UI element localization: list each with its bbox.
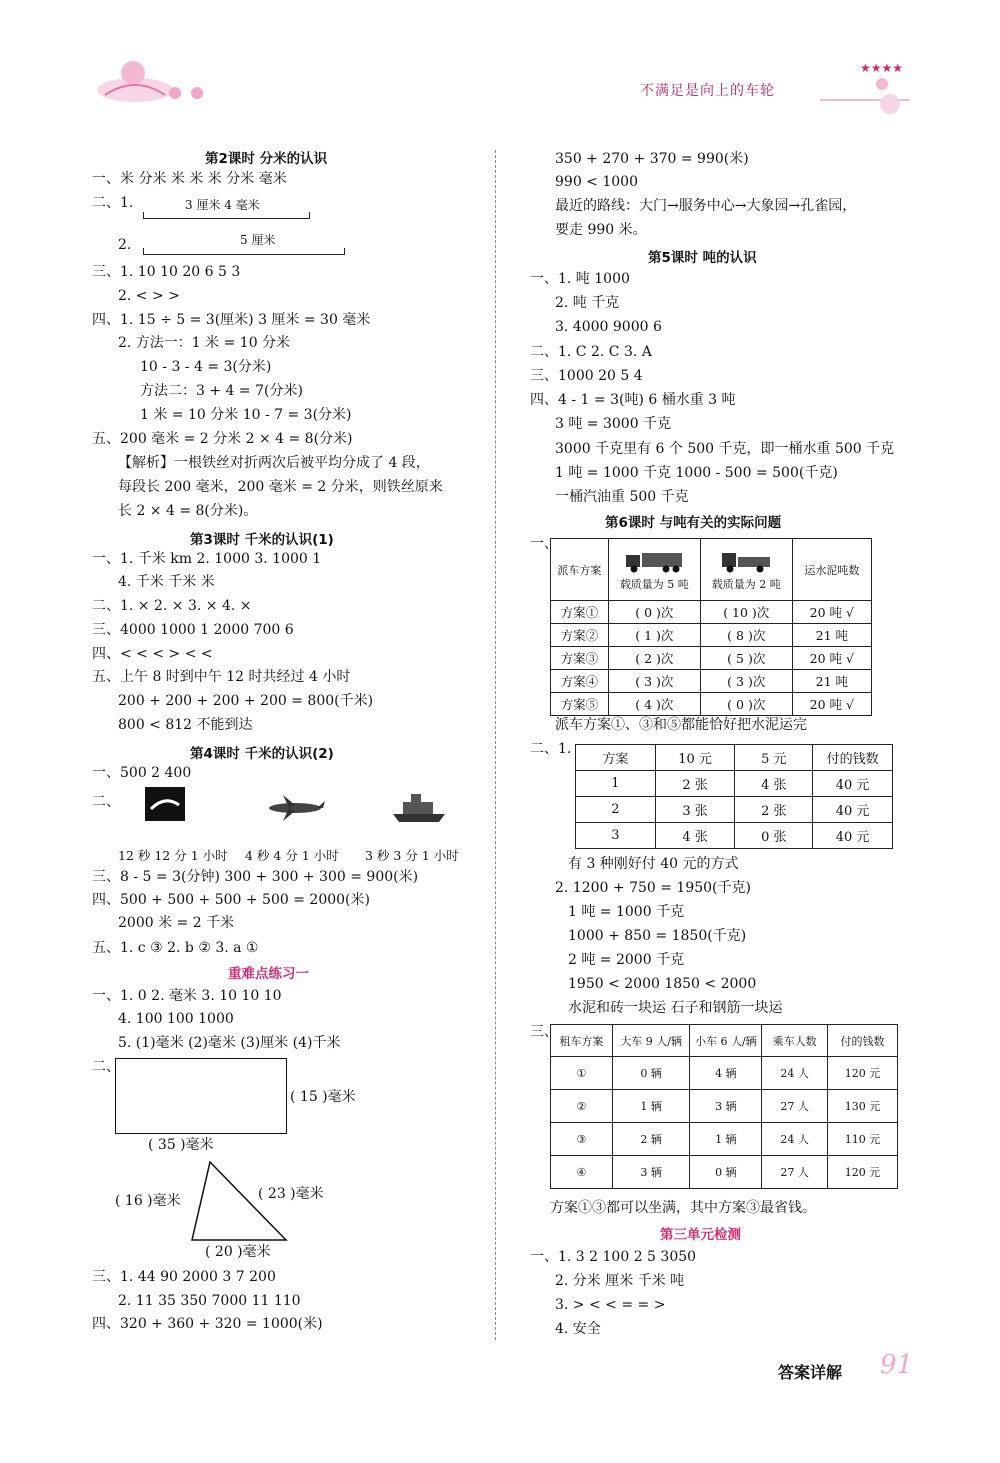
answer-line: 10 - 3 - 4 = 3(分米) — [140, 359, 272, 375]
table-header: 付的钱数 — [828, 1025, 898, 1057]
rectangle-figure — [115, 1058, 287, 1134]
answer-line: 三、1. 44 90 2000 3 7 200 — [92, 1269, 276, 1285]
table-cell: 1 辆 — [612, 1090, 690, 1123]
analysis-line: 每段长 200 毫米，200 毫米 = 2 分米，则铁丝原来 — [118, 479, 443, 495]
table-cell: 120 元 — [828, 1057, 898, 1090]
table-cell: 0 辆 — [612, 1057, 690, 1090]
svg-text:★★★★: ★★★★ — [860, 61, 904, 75]
ruler-line-1 — [143, 212, 310, 219]
answer-line: 3 吨 = 3000 千克 — [555, 416, 672, 432]
table-cell: 4 张 — [735, 771, 813, 797]
table-cell: 3 — [576, 823, 656, 849]
table-cell: 40 元 — [813, 797, 893, 823]
table-cell: ( 1 )次 — [608, 624, 700, 647]
table-cell: ( 10 )次 — [700, 601, 792, 624]
answer-line: 方案①③都可以坐满，其中方案③最省钱。 — [550, 1200, 816, 1216]
answer-line: 200 + 200 + 200 + 200 = 800(千米) — [118, 693, 374, 709]
table-header: 10 元 — [655, 745, 735, 771]
answer-line: 二、 — [92, 794, 120, 810]
answer-line: 派车方案①、③和⑤都能恰好把水泥运完 — [555, 717, 807, 733]
triangle-figure — [190, 1160, 290, 1246]
tri-left-label: ( 16 )毫米 — [115, 1193, 181, 1209]
answer-line: 三、8 - 5 = 3(分钟) 300 + 300 + 300 = 900(米) — [92, 869, 419, 885]
answer-line: 一、1. 千米 km 2. 1000 3. 1000 1 — [92, 551, 322, 567]
table-cell: 1 辆 — [690, 1123, 762, 1156]
table-cell: 130 元 — [828, 1090, 898, 1123]
table-header: 小车 6 人/辆 — [690, 1025, 762, 1057]
answer-line: 四、< < < > < < — [92, 646, 213, 662]
answer-line: 要走 990 米。 — [555, 222, 647, 238]
answer-line: 一桶汽油重 500 千克 — [555, 489, 689, 505]
answer-line: 2. < > > — [118, 288, 180, 304]
truck-plan-table — [550, 538, 872, 716]
table-header: 5 元 — [735, 745, 813, 771]
answer-line: 2. 方法一：1 米 = 10 分米 — [118, 335, 291, 351]
answer-line: 有 3 种刚好付 40 元的方式 — [568, 856, 739, 872]
section-title-lesson6: 第6课时 与吨有关的实际问题 — [605, 515, 782, 531]
table-header: 大车 9 人/辆 — [612, 1025, 690, 1057]
answer-line: 800 < 812 不能到达 — [118, 717, 253, 733]
answer-line: 2 吨 = 2000 千克 — [568, 952, 685, 968]
table-cell: 24 人 — [762, 1123, 828, 1156]
table-cell: 2 辆 — [612, 1123, 690, 1156]
table-cell: ① — [551, 1057, 613, 1090]
table-cell: ( 4 )次 — [608, 693, 700, 716]
header-decoration-left — [95, 55, 225, 114]
answer-line: 五、1. c ③ 2. b ② 3. a ① — [92, 940, 259, 956]
table-cell: ④ — [551, 1156, 613, 1189]
table-cell: ( 0 )次 — [700, 693, 792, 716]
answer-line: 四、1. 15 ÷ 5 = 3(厘米) 3 厘米 = 30 毫米 — [92, 312, 371, 328]
answer-line: 3. > < < = = > — [555, 1297, 666, 1313]
answer-line: 二、1. — [92, 195, 134, 211]
table-cell: 40 元 — [813, 823, 893, 849]
answer-line: 2. 1200 + 750 = 1950(千克) — [555, 880, 751, 896]
answer-line: 二、1. C 2. C 3. A — [530, 344, 652, 360]
answer-line: 二、1. × 2. × 3. × 4. × — [92, 598, 252, 614]
table-cell: 4 张 — [655, 823, 735, 849]
answer-line: 3000 千克里有 6 个 500 千克，即一桶水重 500 千克 — [555, 441, 895, 457]
analysis-line: 长 2 × 4 = 8(分米)。 — [118, 503, 258, 519]
answer-line: 三、 — [530, 1024, 558, 1040]
table-cell: 方案② — [551, 624, 609, 647]
airplane-icon — [265, 795, 325, 825]
table-cell: 方案③ — [551, 647, 609, 670]
table-cell: 40 元 — [813, 771, 893, 797]
table-cell: ( 2 )次 — [608, 647, 700, 670]
table-cell: 2 张 — [655, 771, 735, 797]
snail-icon — [145, 787, 185, 825]
answer-line: 5. (1)毫米 (2)毫米 (3)厘米 (4)千米 — [118, 1035, 341, 1051]
table-cell: ( 8 )次 — [700, 624, 792, 647]
answer-line: 最近的路线：大门→服务中心→大象园→孔雀园， — [555, 198, 857, 214]
table-cell: 20 吨 √ — [792, 647, 871, 670]
table-cell: ③ — [551, 1123, 613, 1156]
table-cell: 20 吨 √ — [792, 601, 871, 624]
answer-line: 990 < 1000 — [555, 174, 638, 190]
table-header: 载质量为 2 吨 — [700, 539, 792, 601]
answer-line: 1 吨 = 1000 千克 1000 - 500 = 500(千克) — [555, 465, 838, 481]
table-cell: 27 人 — [762, 1090, 828, 1123]
table-header: 乘车人数 — [762, 1025, 828, 1057]
answer-line: 2. 分米 厘米 千米 吨 — [555, 1273, 685, 1289]
table-header: 付的钱数 — [813, 745, 893, 771]
table-cell: 21 吨 — [792, 670, 871, 693]
table-cell: 3 辆 — [612, 1156, 690, 1189]
answer-line: 五、200 毫米 = 2 分米 2 × 4 = 8(分米) — [92, 431, 353, 447]
answer-line: 二、 — [92, 1059, 120, 1075]
rect-side-label: ( 15 )毫米 — [290, 1089, 356, 1105]
analysis-line: 【解析】一根铁丝对折两次后被平均分成了 4 段， — [118, 455, 430, 471]
answer-line: 3. 4000 9000 6 — [555, 319, 662, 335]
ship-icon — [393, 792, 445, 828]
ruler-label-1: 3 厘米 4 毫米 — [185, 198, 260, 212]
answer-line: 4. 100 100 1000 — [118, 1011, 234, 1027]
table-cell: 方案④ — [551, 670, 609, 693]
header-motto: 不满足是向上的车轮 — [640, 83, 775, 99]
section-title-lesson5: 第5课时 吨的认识 — [648, 250, 757, 266]
table-header: 派车方案 — [551, 539, 609, 601]
tri-right-label: ( 23 )毫米 — [258, 1186, 324, 1202]
rect-bottom-label: ( 35 )毫米 — [148, 1137, 214, 1153]
answer-line: 2000 米 = 2 千米 — [118, 915, 235, 931]
answer-line: 方法二：3 + 4 = 7(分米) — [140, 383, 303, 399]
answer-line: 三、1000 20 5 4 — [530, 368, 643, 384]
table-cell: ( 0 )次 — [608, 601, 700, 624]
answer-line: 4. 安全 — [555, 1321, 601, 1337]
table-cell: 方案① — [551, 601, 609, 624]
speed-caption-3: 3 秒 3 分 1 小时 — [365, 848, 459, 863]
answer-line: 水泥和砖一块运 石子和钢筋一块运 — [568, 1000, 783, 1016]
table-cell: 0 辆 — [690, 1156, 762, 1189]
answer-line: 2. 11 35 350 7000 11 110 — [118, 1293, 301, 1309]
answer-line: 一、 — [530, 536, 558, 552]
section-title-unit3-test: 第三单元检测 — [660, 1227, 741, 1243]
answer-line: 4. 千米 千米 米 — [118, 574, 215, 590]
table-cell: ( 5 )次 — [700, 647, 792, 670]
answer-line: 一、米 分米 米 米 米 分米 毫米 — [92, 171, 287, 187]
tri-bottom-label: ( 20 )毫米 — [205, 1244, 271, 1260]
table-cell: ② — [551, 1090, 613, 1123]
table-header: 载质量为 5 吨 — [608, 539, 700, 601]
answer-line: 三、1. 10 10 20 6 5 3 — [92, 264, 241, 280]
ruler-line-2 — [143, 248, 345, 255]
speed-caption-1: 12 秒 12 分 1 小时 — [118, 848, 228, 863]
answer-line: 五、上午 8 时到中午 12 时共经过 4 小时 — [92, 669, 351, 685]
table-cell: 1 — [576, 771, 656, 797]
table-cell: ( 3 )次 — [700, 670, 792, 693]
table-cell: 3 张 — [655, 797, 735, 823]
table-cell: 方案⑤ — [551, 693, 609, 716]
answer-line: 一、1. 3 2 100 2 5 3050 — [530, 1249, 697, 1265]
table-cell: 120 元 — [828, 1156, 898, 1189]
answer-line: 四、4 - 1 = 3(吨) 6 桶水重 3 吨 — [530, 392, 736, 408]
section-title-lesson2: 第2课时 分米的认识 — [205, 151, 328, 167]
ruler-label-2: 5 厘米 — [240, 233, 276, 247]
section-title-review1: 重难点练习一 — [228, 966, 309, 982]
footer-label: 答案详解 — [778, 1363, 843, 1382]
table-cell: 4 辆 — [690, 1057, 762, 1090]
table-header: 租车方案 — [551, 1025, 613, 1057]
answer-line: 2. 吨 千克 — [555, 295, 620, 311]
answer-line: 350 + 270 + 370 = 990(米) — [555, 151, 749, 167]
table-header: 方案 — [576, 745, 656, 771]
section-title-lesson3: 第3课时 千米的认识(1) — [190, 532, 334, 548]
answer-line: 三、4000 1000 1 2000 700 6 — [92, 622, 294, 638]
table-cell: 21 吨 — [792, 624, 871, 647]
table-cell: 2 — [576, 797, 656, 823]
answer-line: 2. — [118, 237, 132, 253]
answer-line: 1000 + 850 = 1850(千克) — [568, 928, 747, 944]
header-decoration-right — [820, 58, 920, 122]
answer-line: 一、500 2 400 — [92, 765, 192, 781]
answer-line: 四、500 + 500 + 500 + 500 = 2000(米) — [92, 892, 370, 908]
table-cell: 20 吨 √ — [792, 693, 871, 716]
table-cell: 0 张 — [735, 823, 813, 849]
speed-caption-2: 4 秒 4 分 1 小时 — [245, 848, 339, 863]
rental-table — [550, 1024, 898, 1189]
answer-line: 二、1. — [530, 741, 572, 757]
answer-line: 1950 < 2000 1850 < 2000 — [568, 976, 757, 992]
answer-line: 一、1. 吨 1000 — [530, 271, 630, 287]
small-truck-icon — [701, 547, 792, 576]
table-cell: ( 3 )次 — [608, 670, 700, 693]
answer-line: 1 吨 = 1000 千克 — [568, 904, 685, 920]
table-cell: 2 张 — [735, 797, 813, 823]
column-divider — [495, 150, 496, 1340]
payment-table — [575, 744, 893, 849]
table-cell: 24 人 — [762, 1057, 828, 1090]
table-cell: 110 元 — [828, 1123, 898, 1156]
page-number: 91 — [880, 1350, 914, 1380]
table-cell: 3 辆 — [690, 1090, 762, 1123]
table-header: 运水泥吨数 — [792, 539, 871, 601]
answer-line: 四、320 + 360 + 320 = 1000(米) — [92, 1316, 323, 1332]
answer-line: 一、1. 0 2. 毫米 3. 10 10 10 — [92, 988, 282, 1004]
table-cell: 27 人 — [762, 1156, 828, 1189]
section-title-lesson4: 第4课时 千米的认识(2) — [190, 746, 334, 762]
answer-line: 1 米 = 10 分米 10 - 7 = 3(分米) — [140, 407, 352, 423]
large-truck-icon — [609, 547, 700, 576]
